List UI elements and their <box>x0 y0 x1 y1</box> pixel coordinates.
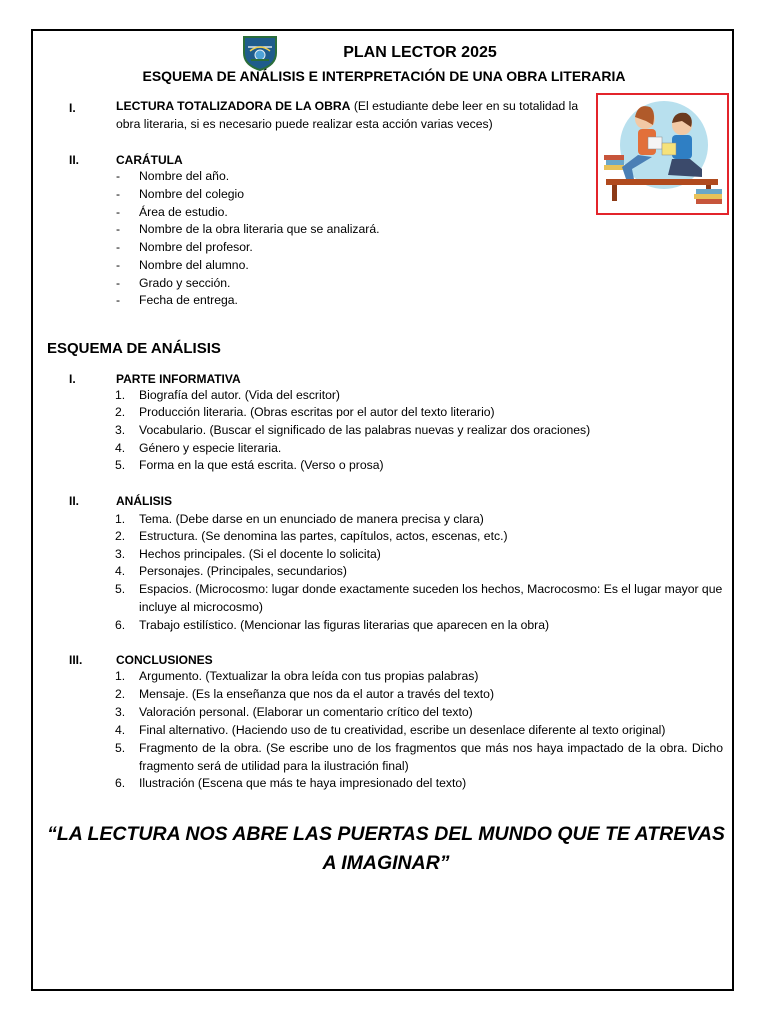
section-numeral: II. <box>69 494 80 508</box>
list-item: 1. Argumento. (Textualizar la obra leída con tus propias palabras) <box>115 669 479 683</box>
list-item: 4. Final alternativo. (Haciendo uso de tu creatividad, escribe un desenlace diferente al texto original) <box>115 723 666 737</box>
list-item: - Nombre de la obra literaria que se analizará. <box>116 222 380 236</box>
list-item: - Área de estudio. <box>116 205 228 219</box>
list-item: - Grado y sección. <box>116 276 231 290</box>
list-item: 4. Género y especie literaria. <box>115 441 282 455</box>
analisis-heading: ANÁLISIS <box>116 494 173 508</box>
section-numeral: I. <box>69 101 76 115</box>
list-item: 6. Trabajo estilístico. (Mencionar las figuras literarias que aparecen en la obra) <box>115 618 550 632</box>
closing-quote <box>36 820 736 878</box>
quote-line1: “LA LECTURA NOS ABRE LAS PUERTAS DEL MUNDO QUE TE ATREVAS <box>47 823 725 845</box>
page-title: PLAN LECTOR 2025 <box>343 44 497 61</box>
list-item: 5. Forma en la que está escrita. (Verso o prosa) <box>115 458 384 472</box>
list-item: - Nombre del colegio <box>116 187 245 201</box>
list-item: 5. Espacios. (Microcosmo: lugar donde exactamente suceden los hechos, Macrocosmo: Es el lugar mayor que incluye al microcosmo) <box>115 582 723 614</box>
list-item: - Nombre del año. <box>116 169 230 183</box>
list-item: 5. Fragmento de la obra. (Se escribe uno de los fragmentos que más nos haya impactado de la obra. Dicho fragmento será de utilidad para la ilustración final) <box>115 741 723 773</box>
conclusiones-heading: CONCLUSIONES <box>116 653 213 667</box>
parte-informativa-heading: PARTE INFORMATIVA <box>116 372 241 386</box>
section-numeral: I. <box>69 372 76 386</box>
page-subtitle: ESQUEMA DE ANÁLISIS E INTERPRETACIÓN DE UNA OBRA LITERARIA <box>142 68 626 84</box>
list-item: 2. Producción literaria. (Obras escritas por el autor del texto literario) <box>115 405 495 419</box>
lectura-text-line1: (El estudiante debe leer en su totalidad la <box>350 99 579 113</box>
list-item: 4. Personajes. (Principales, secundarios) <box>115 564 347 578</box>
children-reading-illustration <box>596 93 729 215</box>
list-item: - Fecha de entrega. <box>116 293 238 307</box>
list-item: 3. Vocabulario. (Buscar el significado de las palabras nuevas y realizar dos oraciones) <box>115 423 591 437</box>
list-item: 3. Hechos principales. (Si el docente lo solicita) <box>115 547 381 561</box>
section-numeral: III. <box>69 653 83 667</box>
section-numeral: II. <box>69 153 80 167</box>
list-item: 2. Estructura. (Se denomina las partes, capítulos, actos, escenas, etc.) <box>115 529 508 543</box>
list-item: - Nombre del alumno. <box>116 258 249 272</box>
lectura-text-line2: obra literaria, si es necesario puede realizar esta acción varias veces) <box>116 116 493 131</box>
analysis-section-title: ESQUEMA DE ANÁLISIS <box>47 340 221 357</box>
list-item: 1. Tema. (Debe darse en un enunciado de manera precisa y clara) <box>115 512 484 526</box>
caratula-heading: CARÁTULA <box>116 153 183 167</box>
lectura-heading: LECTURA TOTALIZADORA DE LA OBRA <box>116 99 351 113</box>
list-item: 1. Biografía del autor. (Vida del escritor) <box>115 388 340 402</box>
list-item: 6. Ilustración (Escena que más te haya impresionado del texto) <box>115 776 467 790</box>
list-item: 2. Mensaje. (Es la enseñanza que nos da el autor a través del texto) <box>115 687 495 701</box>
lectura-totalizadora-paragraph <box>116 98 594 134</box>
reading-kids-icon <box>598 95 727 213</box>
list-item: - Nombre del profesor. <box>116 240 253 254</box>
list-item: 3. Valoración personal. (Elaborar un comentario crítico del texto) <box>115 705 473 719</box>
quote-line2: A IMAGINAR” <box>322 852 450 874</box>
